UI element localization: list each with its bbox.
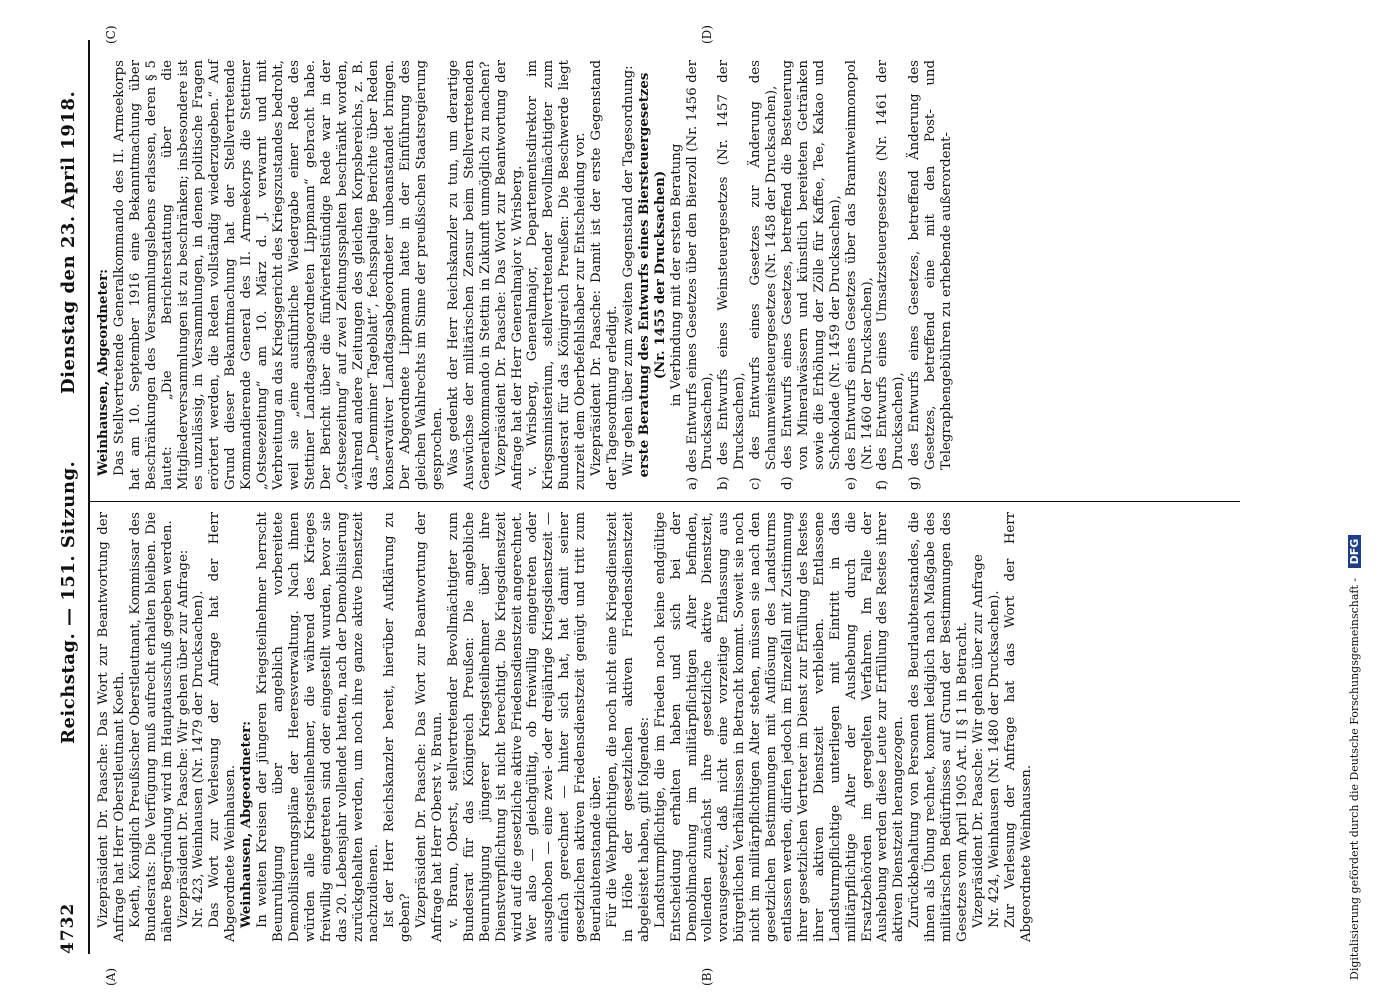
- dfg-logo: DFG: [1348, 535, 1361, 569]
- agenda-subheading: in Verbindung mit der ersten Beratung: [668, 143, 684, 407]
- agenda-item: g) des Entwurfs eines Gesetzes, betreffend Änderung des Gesetzes, betreffend eine mit den Post- und Telegraphengebühren zu erhebende außerordent-: [907, 60, 955, 490]
- paragraph: Koeth, Königlich Preußischer Oberstleutnant, Kommissar des Bundesrats: Die Verfügung muß aufrecht erhalten bleiben. Die nähere Begründung wird im Hauptausschuß gegeben werden.: [127, 512, 175, 942]
- dfg-footer: [1348, 535, 1361, 980]
- page-header: [58, 40, 84, 954]
- margin-marker-c: (C): [104, 25, 118, 44]
- paragraph: Nr. 423, Weinhausen (Nr. 1479 der Drucksachen).: [191, 590, 207, 928]
- header-date: Dienstag den 23. April 1918.: [58, 90, 79, 394]
- agenda-item: f) des Entwurfs eines Umsatzsteuergesetzes (Nr. 1461 der Drucksachen),: [875, 60, 907, 490]
- speaker-heading: Weinhausen, Abgeordneter:: [96, 268, 111, 476]
- paragraph: Für die Wehrpflichtigen, die noch nicht eine Kriegsdienstzeit in Höhe der gesetzlichen aktiven Friedensdienstzeit abgeleistet haben, gilt folgendes:: [605, 512, 652, 942]
- agenda-item: b) des Entwurfs eines Weinsteuergesetzes (Nr. 1457 der Drucksachen),: [716, 60, 748, 490]
- paragraph: Vizepräsident Dr. Paasche: Wir gehen über zur Anfrage: [970, 554, 986, 928]
- right-column: [96, 60, 955, 490]
- paragraph: Vizepräsident Dr. Paasche: Das Wort zur Beantwortung der Anfrage hat der Herr Generalmajor v. Wrisberg.: [493, 60, 525, 490]
- column-divider: [90, 501, 1240, 502]
- paragraph: v. Wrisberg, Generalmajor, Departementsdirektor im Kriegsministerium, stellvertretender Bevollmächtigter zum Bundesrat für das Königreich Preußen: Die Beschwerde liegt zurzeit dem Oberbefehlshaber zur Entscheidung vor.: [525, 60, 589, 490]
- paragraph: Ist der Herr Reichskanzler bereit, hierüber Aufklärung zu geben?: [382, 512, 414, 942]
- margin-marker-b: (B): [700, 967, 714, 986]
- margin-marker-d: (D): [700, 25, 714, 44]
- agenda-heading: erste Beratung des Entwurfs eines Biersteuergesetzes (Nr. 1455 der Drucksachen): [636, 72, 668, 478]
- paragraph: Wir gehen über zum zweiten Gegenstand der Tagesordnung:: [620, 65, 636, 476]
- page-number: 4732: [58, 902, 78, 954]
- paragraph: Zurückbehaltung von Personen des Beurlaubtenstandes, die ihnen als Übung rechnet, kommt lediglich nach Maßgabe des militärischen Bedürfnisses auf Grund der Bestimmungen des Gesetzes vom April 1905 Art. II § 1 in Betracht.: [907, 512, 970, 942]
- paragraph: Was gedenkt der Herr Reichskanzler zu tun, um derartige Auswüchse der militärischen Zensur beim Stellvertretenden Generalkommando in Stettin in Zukunft unmöglich zu machen?: [445, 60, 493, 490]
- speaker-heading: Weinhausen, Abgeordneter:: [239, 720, 255, 928]
- agenda-item: c) des Entwurfs eines Gesetzes zur Änderung des Schaumweinsteuergesetzes (Nr. 1458 der Drucksachen),: [748, 60, 780, 490]
- paragraph: v. Braun, Oberst, stellvertretender Bevollmächtigter zum Bundesrat für das Königreich Preußen: Die angebliche Beunruhigung jüngerer Kriegsteilnehmer über ihre Dienstverpflichtung ist nicht berechtigt. Die Kriegsdienstzeit wird auf die gesetzliche aktive Friedensdienstzeit angerechnet. Wer also — gleichgültig, ob freiwillig eingetreten oder ausgehoben — eine zwei- oder dreijährige Kriegsdienstzeit — einfach gerechnet — hinter sich hat, hat damit seiner gesetzlichen aktiven Friedensdienstzeit genügt und tritt zum Beurlaubtenstande über.: [445, 512, 605, 942]
- paragraph: Vizepräsident Dr. Paasche: Wir gehen über zur Anfrage:: [175, 549, 191, 928]
- paragraph: Vizepräsident Dr. Paasche: Das Wort zur Beantwortung der Anfrage hat Herr Oberstleutnant Koeth.: [96, 512, 127, 942]
- paragraph: Das Stellvertretende Generalkommando des II. Armeekorps hat am 10. September 1916 eine Bekanntmachung über Beschränkungen des Versammlungslebens erlassen, deren § 5 lautet: „Die Berichterstattung über die Mitgliederversammlungen ist zu beschränken; insbesondere ist es unzulässig, in Versammlungen, in denen politische Fragen erörtert werden, die Reden vollständig wiederzugeben.“ Auf Grund dieser Bekanntmachung hat der Stellvertretende Kommandierende General des II. Armeekorps die Stettiner „Ostseezeitung“ am 10. März d. J. verwarnt und mit Verbreitung an das Kriegsgericht des Kriegszustandes bedroht, weil sie „eine ausführliche Wiedergabe einer Rede des Stettiner Landtagsabgeordneten Lippmann“ gebracht habe. Der Bericht über die fünfviertelstündige Rede war in der „Ostseezeitung“ auf zwei Zeitungsspalten beschränkt worden, während andere Zeitungen des gleichen Korpsbereichs, z. B. das „Demminer Tageblatt“, fechsspaltige Berichte über Reden konservativer Landtagsabgeordneter unbeanstandet bringen. Der Abgeordnete Lippmann hatte in der Einführung des gleichen Wahlrechts im Sinne der preußischen Staatsregierung gesprochen.: [111, 60, 446, 490]
- header-rule: [88, 40, 90, 954]
- dfg-credit: Digitalisierung gefördert durch die Deutsche Forschungsgemeinschaft -: [1348, 577, 1361, 980]
- header-session: Reichstag. — 151. Sitzung.: [58, 460, 79, 744]
- paragraph: Zur Verlesung der Anfrage hat das Wort der Herr Abgeordnete Weinhausen.: [1002, 512, 1034, 942]
- agenda-item: d) des Entwurfs eines Gesetzes, betreffend die Besteuerung von Mineralwässern und künstlich bereiteten Getränken sowie die Erhöhung der Zölle für Kaffee, Tee, Kakao und Schokolade (Nr. 1459 der Drucksachen),: [779, 60, 843, 490]
- left-column: [96, 512, 1034, 942]
- agenda-item: e) des Entwurfs eines Gesetzes über das Branntweinmonopol (Nr. 1460 der Drucksachen),: [843, 60, 875, 490]
- paragraph: Vizepräsident Dr. Paasche: Das Wort zur Beantwortung der Anfrage hat Herr Oberst v. Braun.: [414, 512, 446, 942]
- agenda-item: a) des Entwurfs eines Gesetzes über den Bierzoll (Nr. 1456 der Drucksachen),: [684, 60, 716, 490]
- paragraph: Vizepräsident Dr. Paasche: Damit ist der erste Gegenstand der Tagesordnung erledigt.: [589, 60, 620, 490]
- paragraph: In weiten Kreisen der jüngeren Kriegsteilnehmer herrscht Beunruhigung über angeblich vorbereitete Demobilisierungspläne der Heeresverwaltung. Nach ihnen würden alle Kriegsteilnehmer, die während des Krieges freiwillig eingetreten sind oder eingestellt wurden, bevor sie das 20. Lebensjahr vollendet hatten, nach der Demobilisierung zurückgehalten werden, um noch ihre ganze aktive Dienstzeit nachzudienen.: [255, 512, 382, 942]
- paragraph: Landsturmpflichtige, die im Frieden noch keine endgültige Entscheidung erhalten haben und sich bei der Demobilmachung im militärpflichtigen Alter befinden, vollenden zunächst ihre gesetzliche aktive Dienstzeit, vorausgesetzt, daß nicht eine vorzeitige Entlassung aus bürgerlichen Verhältnissen in Betracht kommt. Soweit sie noch nicht im militärpflichtigen Alter stehen, müssen sie nach den gesetzlichen Bestimmungen mit Auflösung des Landsturms entlassen werden, dürfen jedoch im Einzelfall mit Zustimmung ihrer gesetzlichen Vertreter im Dienst zur Erfüllung des Restes ihrer aktiven Dienstzeit verbleiben. Entlassene Landsturmpflichtige unterliegen mit Eintritt in das militärpflichtige Alter der Aushebung durch die Ersatzbehörden im geregelten Verfahren. Im Falle der Aushebung werden diese Leute zur Erfüllung des Restes ihrer aktiven Dienstzeit herangezogen.: [652, 512, 907, 942]
- paragraph: Das Wort zur Verlesung der Anfrage hat der Herr Abgeordnete Weinhausen.: [207, 512, 239, 942]
- paragraph: Nr. 424, Weinhausen (Nr. 1480 der Drucksachen).: [986, 590, 1002, 928]
- margin-marker-a: (A): [104, 967, 118, 986]
